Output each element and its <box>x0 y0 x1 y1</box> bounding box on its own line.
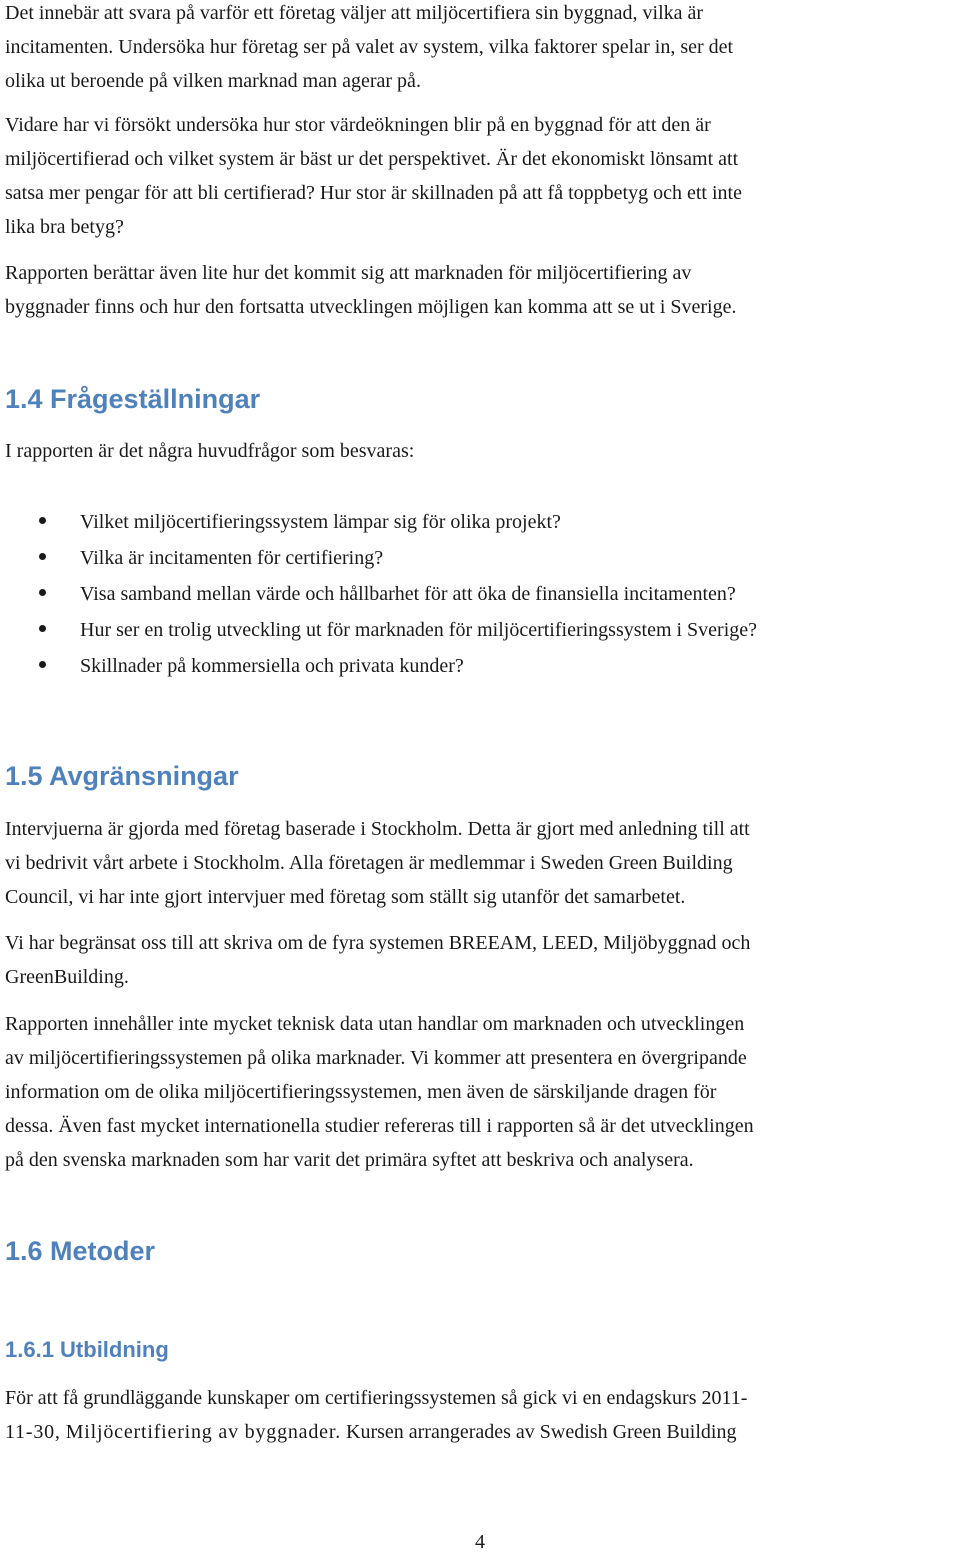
list-item-text: Vilka är incitamenten för certifiering? <box>80 547 384 569</box>
bullet-icon <box>39 589 46 596</box>
delimitations-line: Vi har begränsat oss till att skriva om de fyra systemen BREEAM, LEED, Miljöbyggnad och <box>5 932 751 954</box>
value-line: lika bra betyg? <box>5 216 124 238</box>
value-line: miljöcertifierad och vilket system är bäst ur det perspektivet. Är det ekonomiskt lönsamt att <box>5 148 739 170</box>
delimitations-line: dessa. Även fast mycket internationella studier refereras till i rapporten så är det utvecklingen <box>5 1115 754 1137</box>
bullet-icon <box>39 517 46 524</box>
report-line: byggnader finns och hur den fortsatta utvecklingen möjligen kan komma att se ut i Sverige. <box>5 296 737 318</box>
education-line: För att få grundläggande kunskaper om certifieringssystemen så gick vi en endagskurs 2011- <box>5 1387 748 1409</box>
value-paragraph <box>5 108 957 244</box>
list-item-text: Vilket miljöcertifieringssystem lämpar sig för olika projekt? <box>80 511 561 533</box>
section-heading-1-6: 1.6 Metoder <box>5 1236 156 1266</box>
intro-line: Det innebär att svara på varför ett företag väljer att miljöcertifiera sin byggnad, vilka är <box>5 2 704 24</box>
section-heading-1-4: 1.4 Frågeställningar <box>5 384 261 414</box>
course-organizer-text: Kursen arrangerades av Swedish Green Building <box>346 1421 737 1443</box>
education-line <box>5 1415 957 1449</box>
delimitations-paragraph-2 <box>5 926 957 994</box>
delimitations-line: GreenBuilding. <box>5 966 129 988</box>
delimitations-paragraph-1 <box>5 812 957 914</box>
bullet-icon <box>39 661 46 668</box>
list-item <box>5 541 757 577</box>
value-line: Vidare har vi försökt undersöka hur stor värdeökningen blir på en byggnad för att den är <box>5 114 711 136</box>
section-heading-1-5: 1.5 Avgränsningar <box>5 761 239 791</box>
list-item <box>5 613 757 649</box>
delimitations-line: på den svenska marknaden som har varit det primära syftet att beskriva och analysera. <box>5 1149 694 1171</box>
list-item-text: Hur ser en trolig utveckling ut för marknaden för miljöcertifieringssystem i Sverige? <box>80 619 758 641</box>
intro-line: incitamenten. Undersöka hur företag ser på valet av system, vilka faktorer spelar in, ser det <box>5 36 734 58</box>
section-heading-1-6-1: 1.6.1 Utbildning <box>5 1337 169 1362</box>
delimitations-line: Rapporten innehåller inte mycket teknisk data utan handlar om marknaden och utvecklingen <box>5 1013 745 1035</box>
delimitations-paragraph-3 <box>5 1007 957 1177</box>
course-date: 11-30, <box>5 1421 61 1443</box>
list-item <box>5 649 757 685</box>
delimitations-line: vi bedrivit vårt arbete i Stockholm. Alla företagen är medlemmar i Sweden Green Building <box>5 852 733 874</box>
education-paragraph <box>5 1381 957 1449</box>
course-name: Miljöcertifiering av byggnader. <box>65 1421 341 1443</box>
list-item <box>5 505 757 541</box>
intro-line: olika ut beroende på vilken marknad man agerar på. <box>5 70 421 92</box>
questions-intro-line: I rapporten är det några huvudfrågor som besvaras: <box>5 440 415 462</box>
delimitations-line: av miljöcertifieringssystemen på olika marknader. Vi kommer att presentera en övergripande <box>5 1047 747 1069</box>
report-line: Rapporten berättar även lite hur det kommit sig att marknaden för miljöcertifiering av <box>5 262 692 284</box>
delimitations-line: information om de olika miljöcertifieringssystemen, men även de särskiljande dragen för <box>5 1081 717 1103</box>
bullet-icon <box>39 625 46 632</box>
questions-intro <box>5 434 957 468</box>
page-number: 4 <box>475 1531 485 1553</box>
value-line: satsa mer pengar för att bli certifierad? Hur stor är skillnaden på att få toppbetyg och ett inte <box>5 182 742 204</box>
list-item <box>5 577 757 613</box>
list-item-text: Visa samband mellan värde och hållbarhet för att öka de finansiella incitamenten? <box>80 583 736 605</box>
delimitations-line: Intervjuerna är gjorda med företag baserade i Stockholm. Detta är gjort med anledning till att <box>5 818 750 840</box>
list-item-text: Skillnader på kommersiella och privata kunder? <box>80 655 464 677</box>
delimitations-line: Council, vi har inte gjort intervjuer med företag som ställt sig utanför det samarbetet. <box>5 886 686 908</box>
bullet-icon <box>39 553 46 560</box>
questions-list <box>5 505 757 685</box>
report-paragraph <box>5 256 957 324</box>
intro-paragraph <box>5 0 957 98</box>
